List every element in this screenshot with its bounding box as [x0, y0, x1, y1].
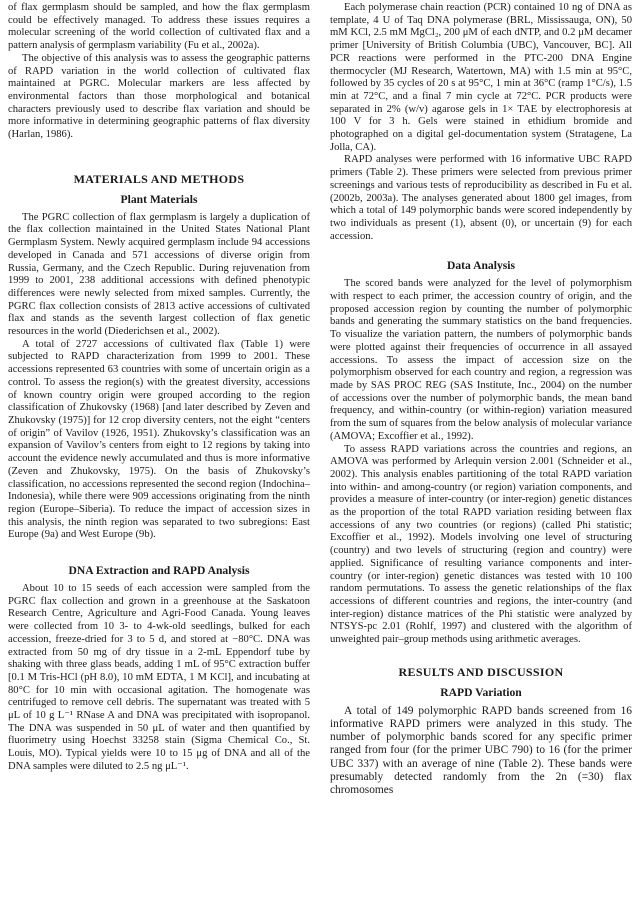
rapd-primers-paragraph: RAPD analyses were performed with 16 informative UBC RAPD primers (Table 2). These primers were selected from previous primer screenings and various tests of reproducibility as described in Fu et al. (2002b, 2003a). The analyses generated about 1800 gel images, from which a total of 149 polymorphic bands were scored independently by two individuals as present (1), absent (0), or uncertain (9) for each accession.: [330, 154, 632, 242]
data-analysis-paragraph-2: To assess RAPD variations across the countries and regions, an AMOVA was performed by Arlequin version 2.001 (Schneider et al., 2002). This analysis enables partitioning of the total RAPD variation into within- and among-country (or region) variation components, and provides a measure of inter-country (or inter-region) genetic distances as the proportion of the total RAPD variation residing between flax accessions of any two countries (or regions) (called Phi statistic; Excoffier et al., 1992). Models involving one level of structuring (country) and two levels of structuring (region and country) were applied. Significance of resulting variance components and inter-country (or inter-region) genetic distances was tested with 10 100 random permutations. To assess the genetic relationships of the flax accessions of different countries and regions, the inter-country (and inter-region) distance matrices of the Phi statistic were analyzed by NTSYS-pc 2.01 (Rohlf, 1997) and clustered with the algorithm of unweighted pair–group methods using arithmetic averages.: [330, 443, 632, 646]
left-column: [8, 2, 310, 900]
right-column: [330, 2, 632, 900]
section-heading-materials-methods: MATERIALS AND METHODS: [73, 171, 245, 186]
rapd-variation-paragraph: A total of 149 polymorphic RAPD bands screened from 16 informative RAPD primers were analyzed in this study. The number of polymorphic bands scored for any specific primer ranged from four (for the primer UBC 790) to 16 (for the primer UBC 337) with an average of nine (Table 2). These bands were presumably detected randomly from the 2n (=30) flax chromosomes: [330, 704, 632, 796]
objective-paragraph: The objective of this analysis was to assess the geographic patterns of RAPD variation in the world collection of cultivated flax maintained at PGRC. Molecular markers are less affected by environmental factors than those morphological and botanical characters previously used to describe flax variation and should be more informative in determining geographic patterns of flax diversity (Harlan, 1986).: [8, 52, 310, 141]
plant-materials-paragraph-2: A total of 2727 accessions of cultivated flax (Table 1) were subjected to RAPD characterization from 1999 to 2001. These accessions represented 63 countries with some of uncertain origin as a control. To assess the region(s) with the greatest diversity, accessions of known country origin were grouped according to the region classification of Zhukovsky (1968) [and later described by Zeven and Zhukovsky (1975)] for 12 crop diversity centers, not the eight “centers of origin” of Vavilov (1926, 1951). Zhukovsky’s classification was an expansion of Vavilov’s centers from eight to 12 regions by taking into account the evidence newly accumulated and thus is more informative (Zeven and Zhukovsky, 1975). On the basis of Zhukovsky’s classification, no accessions represented the second region (Indochina–Indonesia), while there were 909 accessions originating from the ninth region (Europe–Siberia). To reduce the impact of accession sizes in this analysis, the ninth region was separated to two subregions: East Europe (9a) and West Europe (9b).: [8, 338, 310, 541]
subheading-data-analysis: Data Analysis: [447, 259, 515, 273]
subheading-plant-materials: Plant Materials: [120, 192, 198, 206]
data-analysis-paragraph-1: The scored bands were analyzed for the level of polymorphism with respect to each primer, the accession country of origin, and the proposed accession region by counting the number of polymorphic bands and generating the summary statistics on the band frequencies. To visualize the variation pattern, the numbers of polymorphic bands were plotted against their frequencies of occurrence in all assayed accessions. To assess the impact of accession size on the polymorphism observed for each country and region, a regression was made by SAS PROC REG (SAS Institute, Inc., 2004) on the number of accessions over the number of polymorphic bands, the mean band frequency, and within-country (or within-region) variation measured from the sum of squares from the below analysis of molecular variance (AMOVA; Excoffier et al., 1992).: [330, 278, 632, 442]
section-heading-results-discussion: RESULTS AND DISCUSSION: [398, 664, 564, 679]
plant-materials-paragraph-1: The PGRC collection of flax germplasm is largely a duplication of the flax collection maintained in the United States National Plant Germplasm System. Newly acquired germplasm include 94 accessions developed in Canada and 571 accessions of diverse origin from Russia, Germany, and the Czech Republic. During rejuvenation from 1999 to 2001, 238 additional accessions with defined phenotypic differences were newly selected from mixed samples. Currently, the PGRC flax collection consists of 2813 active accessions of cultivated flax and stands as the seventh largest collection of flax genetic resources in the world (Diederichsen et al., 2002).: [8, 211, 310, 338]
subheading-dna-extraction: DNA Extraction and RAPD Analysis: [68, 564, 250, 578]
results-block: [330, 705, 632, 797]
pcr-paragraph: Each polymerase chain reaction (PCR) contained 10 ng of DNA as template, 4 U of Taq DNA polymerase (BRL, Mississauga, ON), 50 mM KCl, 2.5 mM MgCl₂, 200 μM of each dNTP, and 0.2 μM decamer primer [University of British Columbia (UBC), Vancouver, BC]. All PCR reactions were performed in the PTC-200 DNA Engine thermocycler (MJ Research, Watertown, MA) with 1.5 min at 95°C, followed by 35 cycles of 20 s at 95°C, 1 min at 36°C (ramp 1°C/s), 1.5 min at 72°C, and a final 7 min cycle at 72°C. PCR products were separated in 2% (w/v) agarose gels in 1× TAE by electrophoresis at 100 V for 3 h. Gels were stained in ethidium bromide and photographed on a digital gel-documentation system (Stratagene, La Jolla, CA).: [330, 2, 632, 153]
dna-extraction-paragraph: About 10 to 15 seeds of each accession were sampled from the PGRC flax collection and grown in a greenhouse at the Saskatoon Research Centre, Agriculture and Agri-Food Canada. Young leaves were collected from 10 3- to 4-wk-old seedlings, bulked for each accession, freeze-dried for 3 to 5 d, and stored at −80°C. DNA was extracted from 50 mg of dry tissue in a 2-mL Eppendorf tube by shaking with three glass beads, adding 1 mL of 95°C extraction buffer [0.1 M Tris-HCl (pH 8.0), 10 mM EDTA, 1 M KCl], and incubating at 80°C for 10 min with occasional agitation. The homogenate was centrifuged to remove cell debris. The supernatant was treated with 5 μL of 10 g L⁻¹ RNase A and DNA was precipitated with isopropanol. The DNA was suspended in 50 μL of water and then quantified by fluorimetry using Hoechst 33258 stain (Sigma Chemical Co., St. Louis, MO). Typical yields were 10 to 15 μg of DNA and all of the DNA samples were diluted to 2.5 ng μL⁻¹.: [8, 583, 310, 772]
subheading-rapd-variation: RAPD Variation: [440, 685, 522, 699]
intro-paragraph-continued: of flax germplasm should be sampled, and how the flax germplasm could be effectively managed. To address these issues requires a molecular screening of the world collection of cultivated flax and a pattern analysis of germplasm variability (Fu et al., 2002a).: [8, 2, 310, 52]
